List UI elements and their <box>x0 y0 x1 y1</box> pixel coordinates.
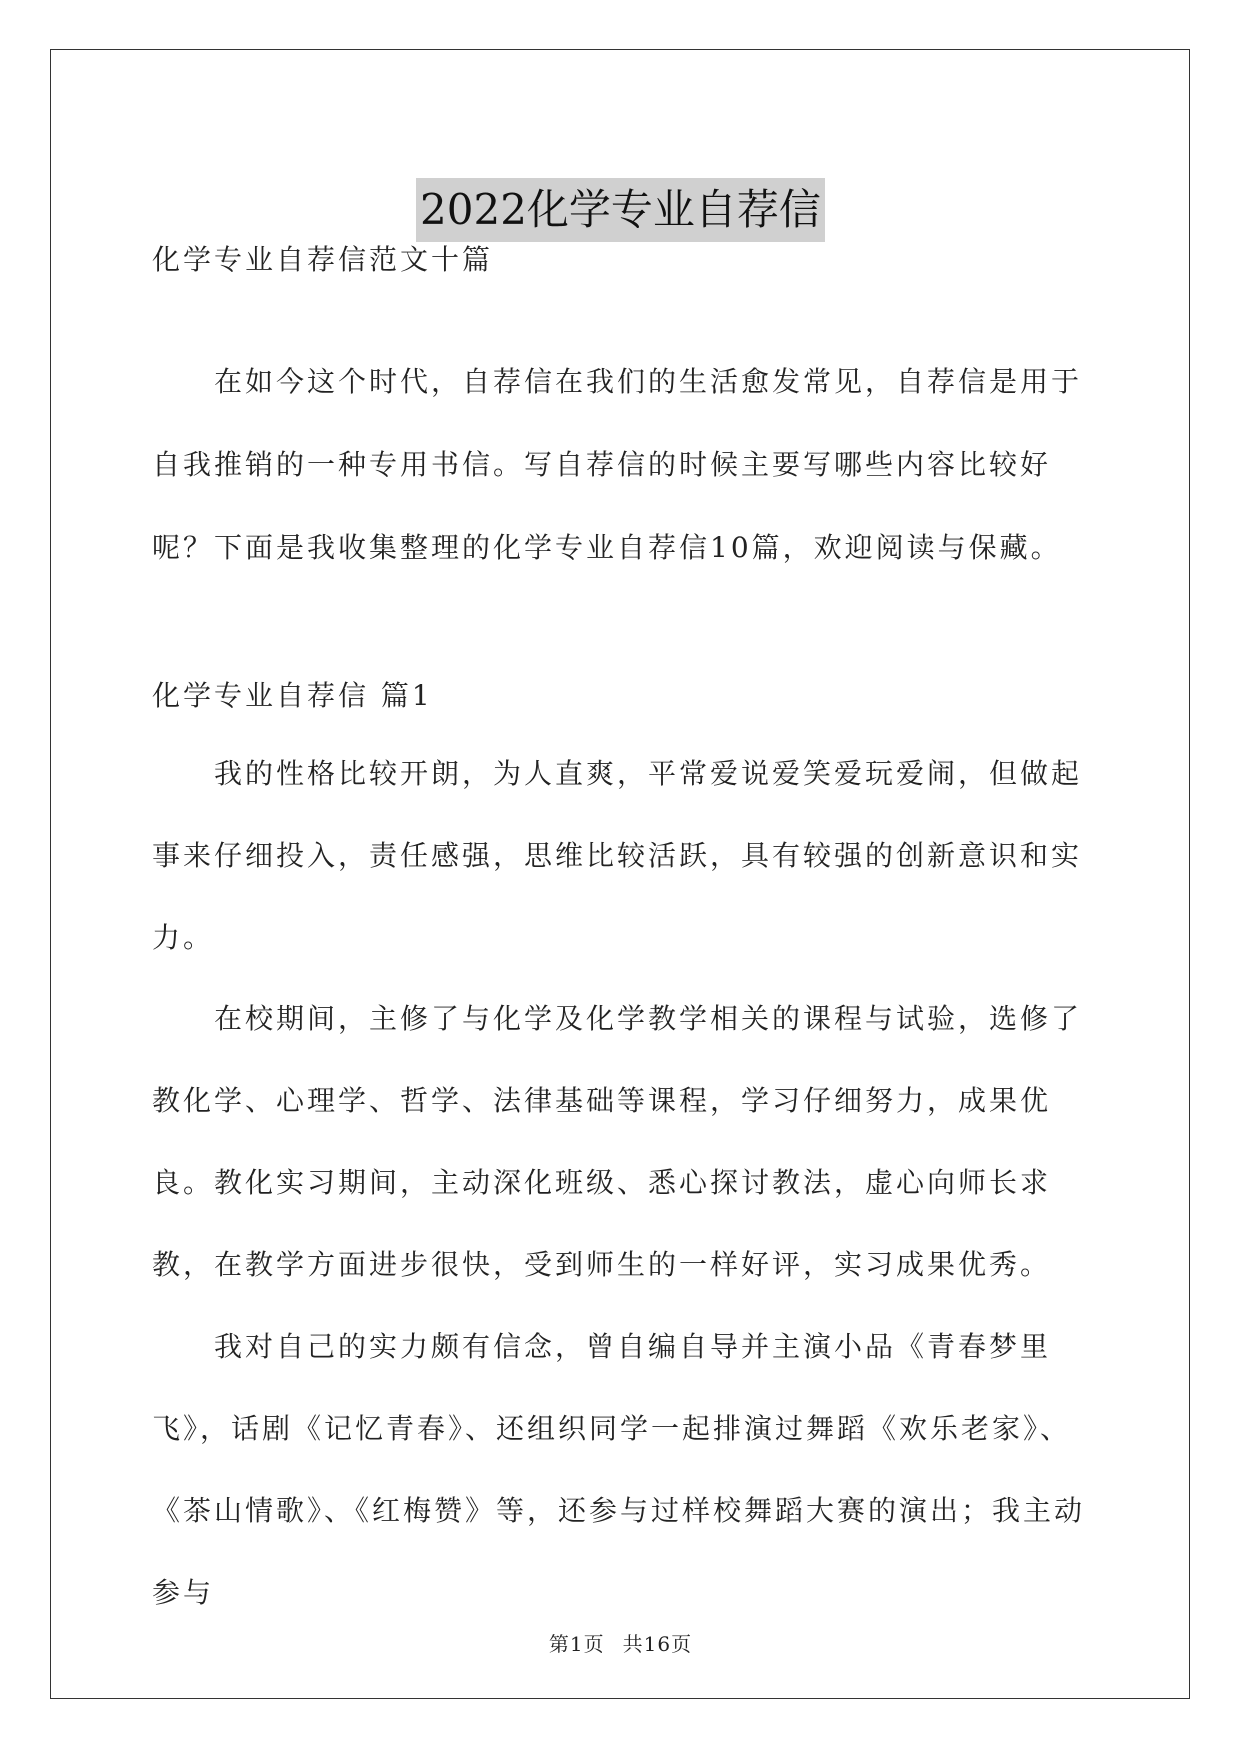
body-paragraph-2: 在校期间，主修了与化学及化学教学相关的课程与试验，选修了教化学、心理学、哲学、法律基础等课程，学习仔细努力，成果优良。教化实习期间，主动深化班级、悉心探讨教法，虚心向师长求教，在教学方面进步很快，受到师生的一样好评，实习成果优秀。 <box>152 1002 1083 1281</box>
page-total: 共16页 <box>622 1632 693 1656</box>
section-heading: 化学专业自荐信 篇1 <box>152 679 433 712</box>
page-footer <box>0 1628 1241 1657</box>
document-subtitle: 化学专业自荐信范文十篇 <box>152 243 494 276</box>
page-number: 第1页 <box>548 1632 605 1656</box>
intro-paragraph: 在如今这个时代，自荐信在我们的生活愈发常见，自荐信是用于自我推销的一种专用书信。写自荐信的时候主要写哪些内容比较好呢？下面是我收集整理的化学专业自荐信10篇，欢迎阅读与保藏。 <box>152 365 1083 564</box>
document-title: 2022化学专业自荐信 <box>416 178 825 242</box>
body-paragraph-1: 我的性格比较开朗，为人直爽，平常爱说爱笑爱玩爱闹，但做起事来仔细投入，责任感强，思维比较活跃，具有较强的创新意识和实力。 <box>152 757 1083 954</box>
body-paragraph-3: 我对自己的实力颇有信念，曾自编自导并主演小品《青春梦里飞》，话剧《记忆青春》、还组织同学一起排演过舞蹈《欢乐老家》、《茶山情歌》、《红梅赞》等，还参与过样校舞蹈大赛的演出；我主动参与 <box>152 1330 1086 1609</box>
